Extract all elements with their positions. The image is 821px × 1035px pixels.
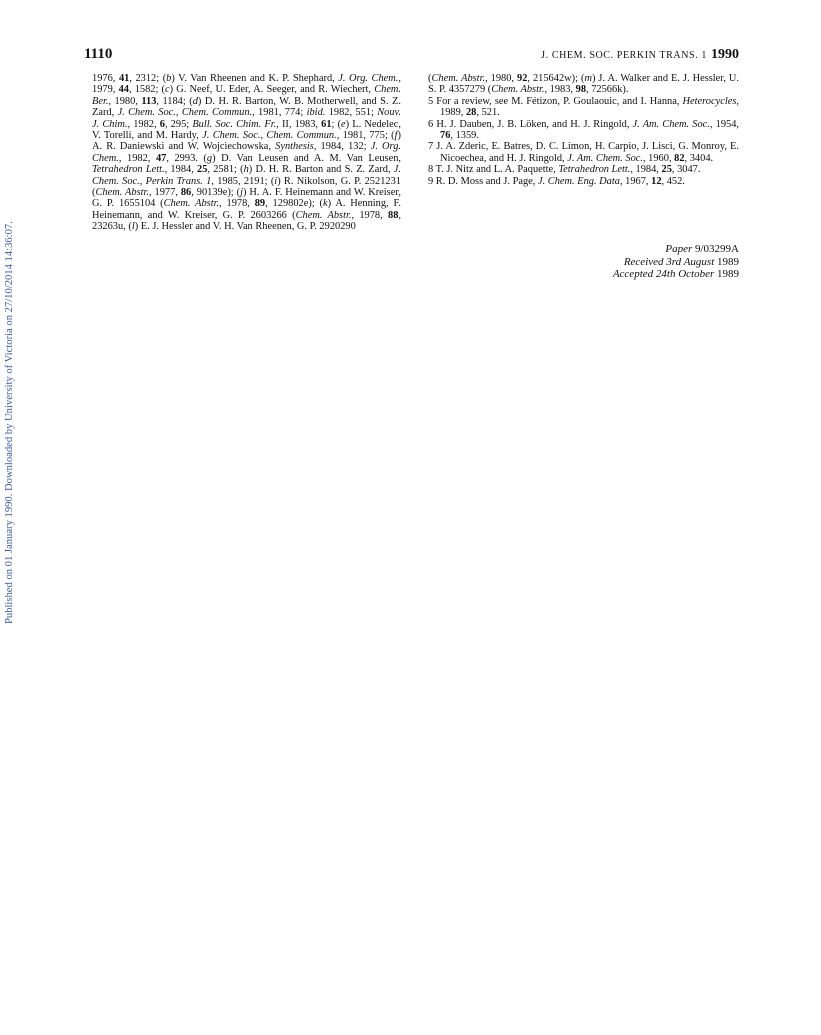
reference-9 [428,176,739,187]
reference-text: , 2581; ( [207,164,244,176]
reference-text: , 90139e); ( [191,187,241,199]
reference-text: ) J. A. Walker and E. J. Hessler, U. S. P. 4357279 ( [428,73,739,96]
reference-text: k [322,198,328,210]
journal-name: J. CHEM. SOC. PERKIN TRANS. 1 [541,50,707,61]
reference-text: J. Chem. Soc., Perkin Trans. 1 [92,164,402,187]
reference-4-continued [92,73,401,233]
reference-7 [428,141,739,164]
paper-id-line [613,243,739,256]
received-year: 1989 [717,255,739,268]
accepted-line [613,268,739,281]
reference-text: Chem. Abstr. [431,73,486,84]
reference-text: 47 [155,152,167,164]
reference-text: 7 J. A. Zderic, E. Batres, D. C. Limon, H. Carpio, J. Lisci, G. Monroy, E. Nicoechea, and H. J. Ringold, [428,141,739,164]
reference-8 [428,164,739,175]
reference-text: ) H. A. F. Heinemann and W. Kreiser, G. P. 1655104 ( [92,187,401,210]
reference-text: J. Chem. Soc., Chem. Commun. [202,130,337,142]
received-line [613,256,739,269]
paper-label: Paper [665,243,693,255]
reference-text: , 1989, [440,95,739,119]
reference-text: b [166,73,172,84]
reference-text: Tetrahedron Lett. [92,164,165,176]
reference-text: 28 [465,107,477,119]
reference-text: , 1954, [709,118,740,130]
accepted-year: 1989 [717,268,739,281]
reference-text: , 129802e); ( [265,198,323,210]
reference-text: , 1985, 2191; ( [211,175,275,187]
reference-text: Tetrahedron Lett. [558,164,631,176]
reference-text: 76 [440,130,451,142]
reference-text: 98 [575,84,587,96]
reference-text: , 1978, [219,198,255,210]
reference-text: Nouv. J. Chim. [92,107,401,130]
reference-text: ; ( [331,118,342,130]
reference-text: f [394,130,398,142]
reference-text: , 1582; ( [128,84,166,96]
reference-text: , II, 1983, [276,118,322,130]
reference-text: ) D. H. R. Barton, W. B. Motherwell, and S. Z. Zard, [92,95,401,119]
reference-text: , 1981, 774; [252,107,307,119]
reference-text: , 1967, [619,175,652,187]
reference-text: 88 [388,209,399,221]
reference-text: J. Am. Chem. Soc. [567,152,643,164]
reference-text: , 452. [661,175,685,187]
reference-text: , 1984, 132; [313,141,371,153]
reference-text: ibid. [306,107,326,119]
reference-text: , 72566k). [586,84,629,96]
reference-text: ) E. J. Hessler and V. H. Van Rheenen, G. P. 2920290 [134,221,356,233]
reference-text: 25 [661,164,672,176]
reference-text: 8 T. J. Nitz and L. A. Paquette, [428,164,559,176]
reference-text: , 1978, [351,209,388,221]
reference-text: ) A. R. Daniewski and W. Wojciechowska, [92,130,401,153]
accepted-date: 24th October [655,268,715,281]
reference-text: i [274,175,278,187]
reference-text: , 1981, 775; ( [336,130,395,142]
reference-text: Chem. Abstr. [95,187,150,199]
received-label: Received [623,255,664,268]
reference-text: 61 [321,118,332,130]
reference-text: 12 [651,175,662,187]
paper-metadata [613,243,739,281]
reference-text: J. Chem. Eng. Data [537,175,620,187]
reference-text: ) G. Neef, U. Eder, A. Seeger, and R. Wiechert, [169,84,375,96]
publication-download-note: Published on 01 January 1990. Downloaded by University of Victoria on 27/10/2014 14:36:07. [4,221,15,624]
page-number: 1110 [84,46,113,62]
reference-text: ( [428,73,432,84]
reference-text: ) A. Henning, F. Heinemann, and W. Kreiser, G. P. 2603266 ( [92,198,402,221]
reference-text: , 1359. [450,130,479,142]
reference-text: Synthesis [275,141,314,153]
reference-text: 1982, 551; [325,107,378,119]
reference-text: J. Am. Chem. Soc. [632,118,710,130]
reference-text: , 2993. ( [166,152,207,164]
reference-text: , 1980, [108,95,142,107]
reference-text: J. Chem. Soc., Chem. Commun. [117,107,253,119]
reference-text: 25 [197,164,208,176]
reference-text: 89 [254,198,266,210]
reference-text: , 1960, [642,152,675,164]
reference-text: , 1984, [630,164,662,176]
reference-text: l [131,221,135,233]
reference-text: c [165,84,170,96]
reference-text: 86 [180,187,192,199]
reference-text: 41 [118,73,130,84]
reference-text: 6 H. J. Dauben, J. B. Löken, and H. J. Ringold, [428,118,633,130]
reference-text: 113 [141,95,157,107]
reference-text: g [206,152,213,164]
reference-text: 92 [517,73,528,84]
reference-text: , 1982, [127,118,160,130]
reference-text: , 23263u, ( [92,209,401,233]
reference-text: Chem. Ber. [92,84,402,107]
reference-text: ) D. Van Leusen and A. M. Van Leusen, [212,152,401,164]
reference-text: Heterocycles [682,95,737,107]
journal-year: 1990 [711,47,739,62]
accepted-label: Accepted [612,268,654,281]
journal-running-header [541,47,739,63]
reference-text: 6 [159,118,165,130]
reference-text: , 1984, [164,164,198,176]
reference-text: ) D. H. R. Barton and S. Z. Zard, [248,164,394,176]
reference-5 [428,96,739,119]
reference-text: j [240,187,243,199]
reference-text: 44 [118,84,129,96]
reference-text: Chem. Abstr. [163,198,220,210]
reference-text: J. Org. Chem. [92,141,402,164]
reference-text: , 3047. [671,164,701,176]
reference-text: , 1979, [92,73,401,96]
reference-6 [428,119,739,142]
reference-4-continued-end [428,73,739,96]
reference-text: 9 R. D. Moss and J. Page, [428,175,538,187]
reference-text: 82 [674,152,685,164]
reference-text: 5 For a review, see M. Fétizon, P. Goulaouic, and I. Hanna, [428,95,683,107]
paper-id: 9/03299A [695,243,739,255]
reference-text: h [243,164,249,176]
reference-text: d [192,95,198,107]
reference-text: Chem. Abstr. [491,84,545,96]
reference-text: ) R. Nikolson, G. P. 2521231 ( [92,175,401,199]
reference-text: , 1184; ( [156,95,193,107]
reference-text: , 521. [476,107,500,119]
reference-text: e [341,118,346,130]
reference-text: 1976, [92,73,119,84]
reference-text: , 295; [164,118,193,130]
reference-text: m [584,73,592,84]
reference-text: , 1982, [118,152,156,164]
reference-text: Chem. Abstr. [295,209,352,221]
reference-text: , 2312; ( [129,73,167,84]
reference-text: Bull. Soc. Chim. Fr. [192,118,277,130]
reference-text: , 215642w); ( [527,73,585,84]
reference-text: , 3404. [684,152,714,164]
reference-text: , 1983, [544,84,576,96]
references-right-column [428,73,739,187]
references-left-column [92,73,401,233]
reference-text: , 1980, [485,73,517,84]
reference-text: J. Org. Chem. [338,73,399,84]
reference-text: , 1977, [149,187,181,199]
reference-text: ) V. Van Rheenen and K. P. Shephard, [171,73,339,84]
received-date: 3rd August [666,255,715,268]
reference-text: ) L. Nedelec, V. Torelli, and M. Hardy, [92,118,401,142]
